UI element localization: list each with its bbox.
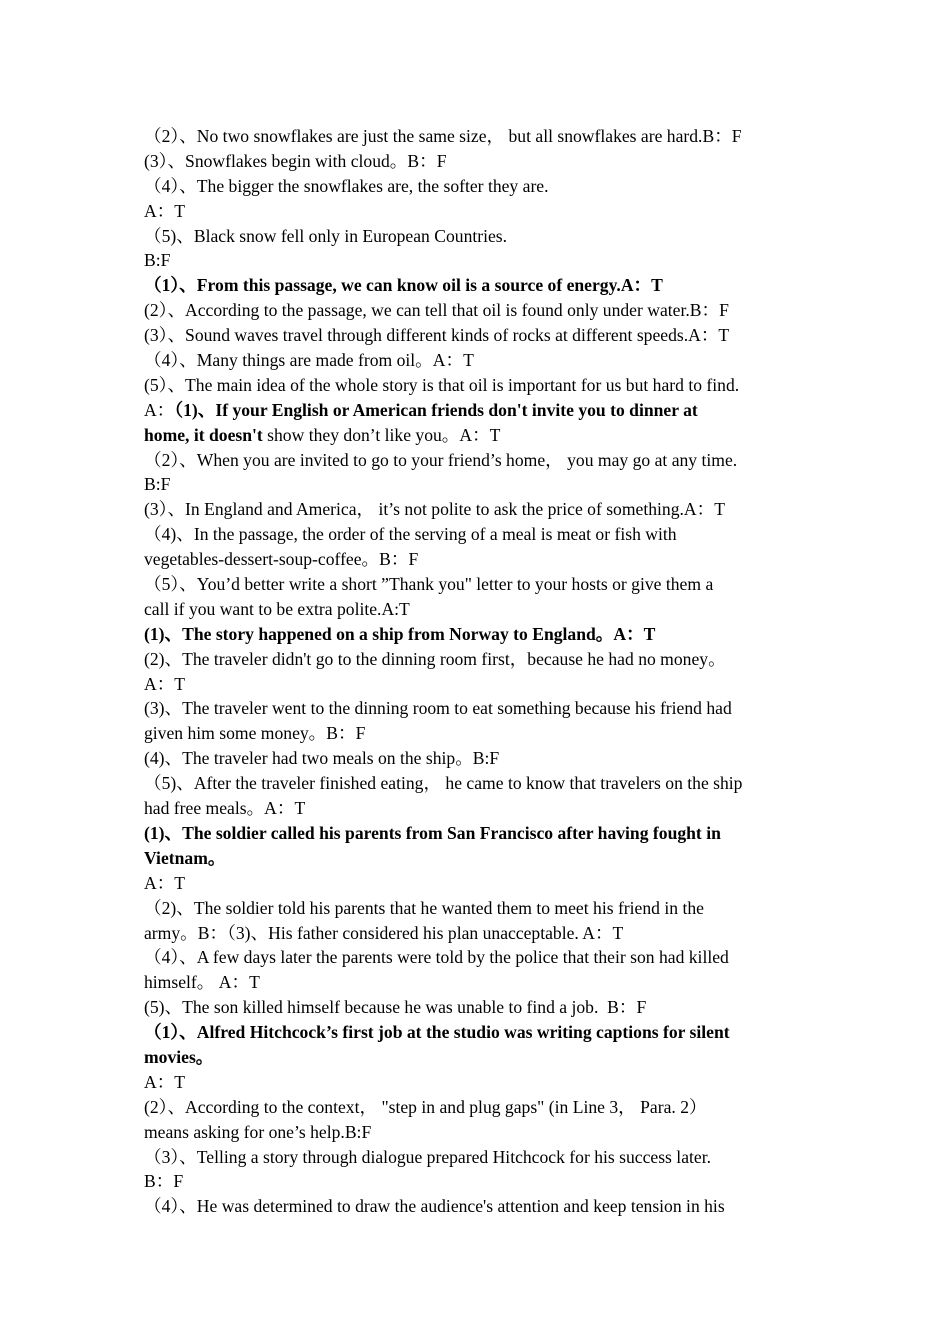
text-line: （2）、No two snowflakes are just the same size， but all snowflakes are hard.B：F [144,126,742,146]
question-heading: （1)、If your English or American friends don't invite you to dinner at [174,399,698,420]
text-line: A：T [144,200,186,221]
text-line: （4）、The bigger the snowflakes are, the softer they are. [144,175,549,196]
question-heading: Vietnam。 [144,847,226,868]
text-line: means asking for one’s help.B:F [144,1121,372,1142]
document-body [144,124,814,1219]
text-line: （5)、After the traveler finished eating， he came to know that travelers on the ship [144,773,743,794]
question-heading: movies。 [144,1046,214,1067]
text-line: himself。 A：T [144,972,260,993]
text-line: (5)、The son killed himself because he was unable to find a job. B：F [144,997,647,1018]
question-heading: （1）、From this passage, we can know oil is a source of energy.A：T [144,275,663,296]
text-line: (4)、The traveler had two meals on the ship。B:F [144,748,500,769]
question-heading: (1)、The soldier called his parents from San Francisco after having fought in [144,822,721,843]
text-line: vegetables-dessert-soup-coffee。B：F [144,549,419,570]
answer-text: show they don’t like you。A：T [262,424,501,445]
text-line: （5)、Black snow fell only in European Countries. [144,225,508,246]
text-line: （3）、Telling a story through dialogue prepared Hitchcock for his success later. [144,1146,711,1167]
text-line: (3)、The traveler went to the dinning room to eat something because his friend had [144,698,732,719]
text-line: (2）、According to the passage, we can tell that oil is found only under water.B：F [144,300,729,321]
text-line [144,423,814,448]
text-line: B:F [144,250,171,271]
text-line: given him some money。B：F [144,723,366,744]
text-line: (3）、In England and America， it’s not polite to ask the price of something.A：T [144,499,725,520]
text-line: B：F [144,1171,184,1192]
text-line: （4）、A few days later the parents were told by the police that their son had killed [144,947,729,968]
text-line: （2)、The soldier told his parents that he wanted them to meet his friend in the [144,897,704,918]
text-line: B:F [144,474,171,495]
text-line: (3）、Sound waves travel through different kinds of rocks at different speeds.A：T [144,325,730,346]
text-line: （4)、In the passage, the order of the serving of a meal is meat or fish with [144,524,677,545]
text-line: army。B：（3)、His father considered his plan unacceptable. A：T [144,922,624,943]
text-line: （4）、He was determined to draw the audience's attention and keep tension in his [144,1196,725,1217]
text-line: had free meals。A：T [144,798,306,819]
answer-text: A： [144,399,175,420]
text-line [144,398,814,423]
text-line: (3）、Snowflakes begin with cloud。B：F [144,150,447,171]
question-heading: home, it doesn't [144,424,263,445]
text-line: （5）、You’d better write a short ”Thank you" letter to your hosts or give them a [144,574,714,595]
text-line: （2）、When you are invited to go to your friend’s home， you may go at any time. [144,449,738,470]
question-heading: (1)、The story happened on a ship from Norway to England。A：T [144,623,656,644]
text-line: (5）、The main idea of the whole story is that oil is important for us but hard to find. [144,374,740,395]
text-line: A：T [144,673,186,694]
text-line: call if you want to be extra polite.A:T [144,598,410,619]
question-heading: （1）、Alfred Hitchcock’s first job at the studio was writing captions for silent [144,1022,730,1043]
text-line: (2）、According to the context， "step in and plug gaps" (in Line 3， Para. 2） [144,1096,707,1117]
text-line: （4）、Many things are made from oil。A：T [144,350,474,371]
text-line: (2)、The traveler didn't go to the dinning room first，because he had no money。 [144,648,726,669]
text-line: A：T [144,1071,186,1092]
text-line: A：T [144,872,186,893]
